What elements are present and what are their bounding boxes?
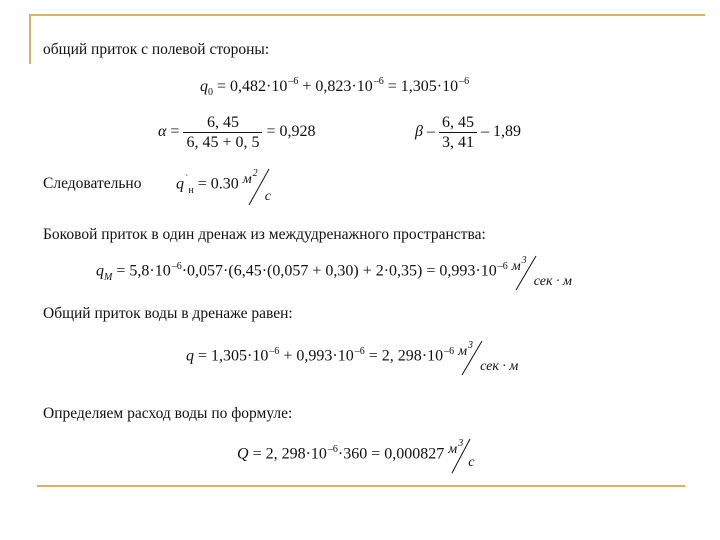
text-line-total-inflow: Общий приток воды в дренаже равен: (43, 305, 293, 322)
beta-fraction: $\frac{6, 45}{3, 41}$ (439, 113, 477, 152)
decorative-bottom-line (37, 485, 685, 487)
text-line-lateral-inflow: Боковой приток в один дренаж из междудренажного пространства: (43, 226, 486, 243)
decorative-left-line (29, 14, 31, 64)
formula-alpha: α = $\frac{6, 45}{6, 45 + 0, 5}$ = 0,928 (158, 114, 316, 151)
decorative-top-line (29, 14, 705, 16)
formula-q0: $q_0 = 0,482\cdot 10^{-6} + 0,823\cdot 10^{-6} = 1,305\cdot 10^{-6}$ (200, 76, 470, 98)
formula-q: $q = 1,305\cdot 10^{-6} + 0,993\cdot 10^{-6} = 2$, $298\cdot 10^{-6}$ $м^3$ сек · м (186, 347, 498, 367)
text-line-therefore: Следовательно (43, 175, 142, 192)
formula-qm: $q_M = 5,8\cdot 10^{-6}\cdot 0,057\cdot(6,45\cdot(0,057 + 0,30) + 2\cdot 0,35) = 0,993\cdot 10^{-6}$ $м^3$ сек · м (96, 262, 552, 282)
unit-slash (243, 175, 279, 205)
formula-beta: β – $\frac{6, 45}{3, 41}$ – 1,89 (415, 114, 521, 151)
alpha-fraction: $\frac{6, 45}{6, 45 + 0, 5}$ (183, 113, 262, 152)
unit-qn: $м^2$ с (243, 175, 279, 195)
formula-qn: $q^`_н = 0.30$ $м^2$ с (176, 175, 279, 195)
unit-q: $м^3$ сек · м (458, 347, 498, 367)
unit-Q: $м^3$ с (448, 445, 478, 465)
text-line-flow-rate: Определяем расход воды по формуле: (43, 405, 293, 422)
text-line-field-inflow: общий приток с полевой стороны: (43, 41, 270, 58)
unit-qm: $м^3$ сек · м (512, 262, 552, 282)
formula-Q: Q = 2, $298\cdot 10^{-6}\cdot 360 = 0,000827$ $м^3$ с (237, 445, 478, 465)
